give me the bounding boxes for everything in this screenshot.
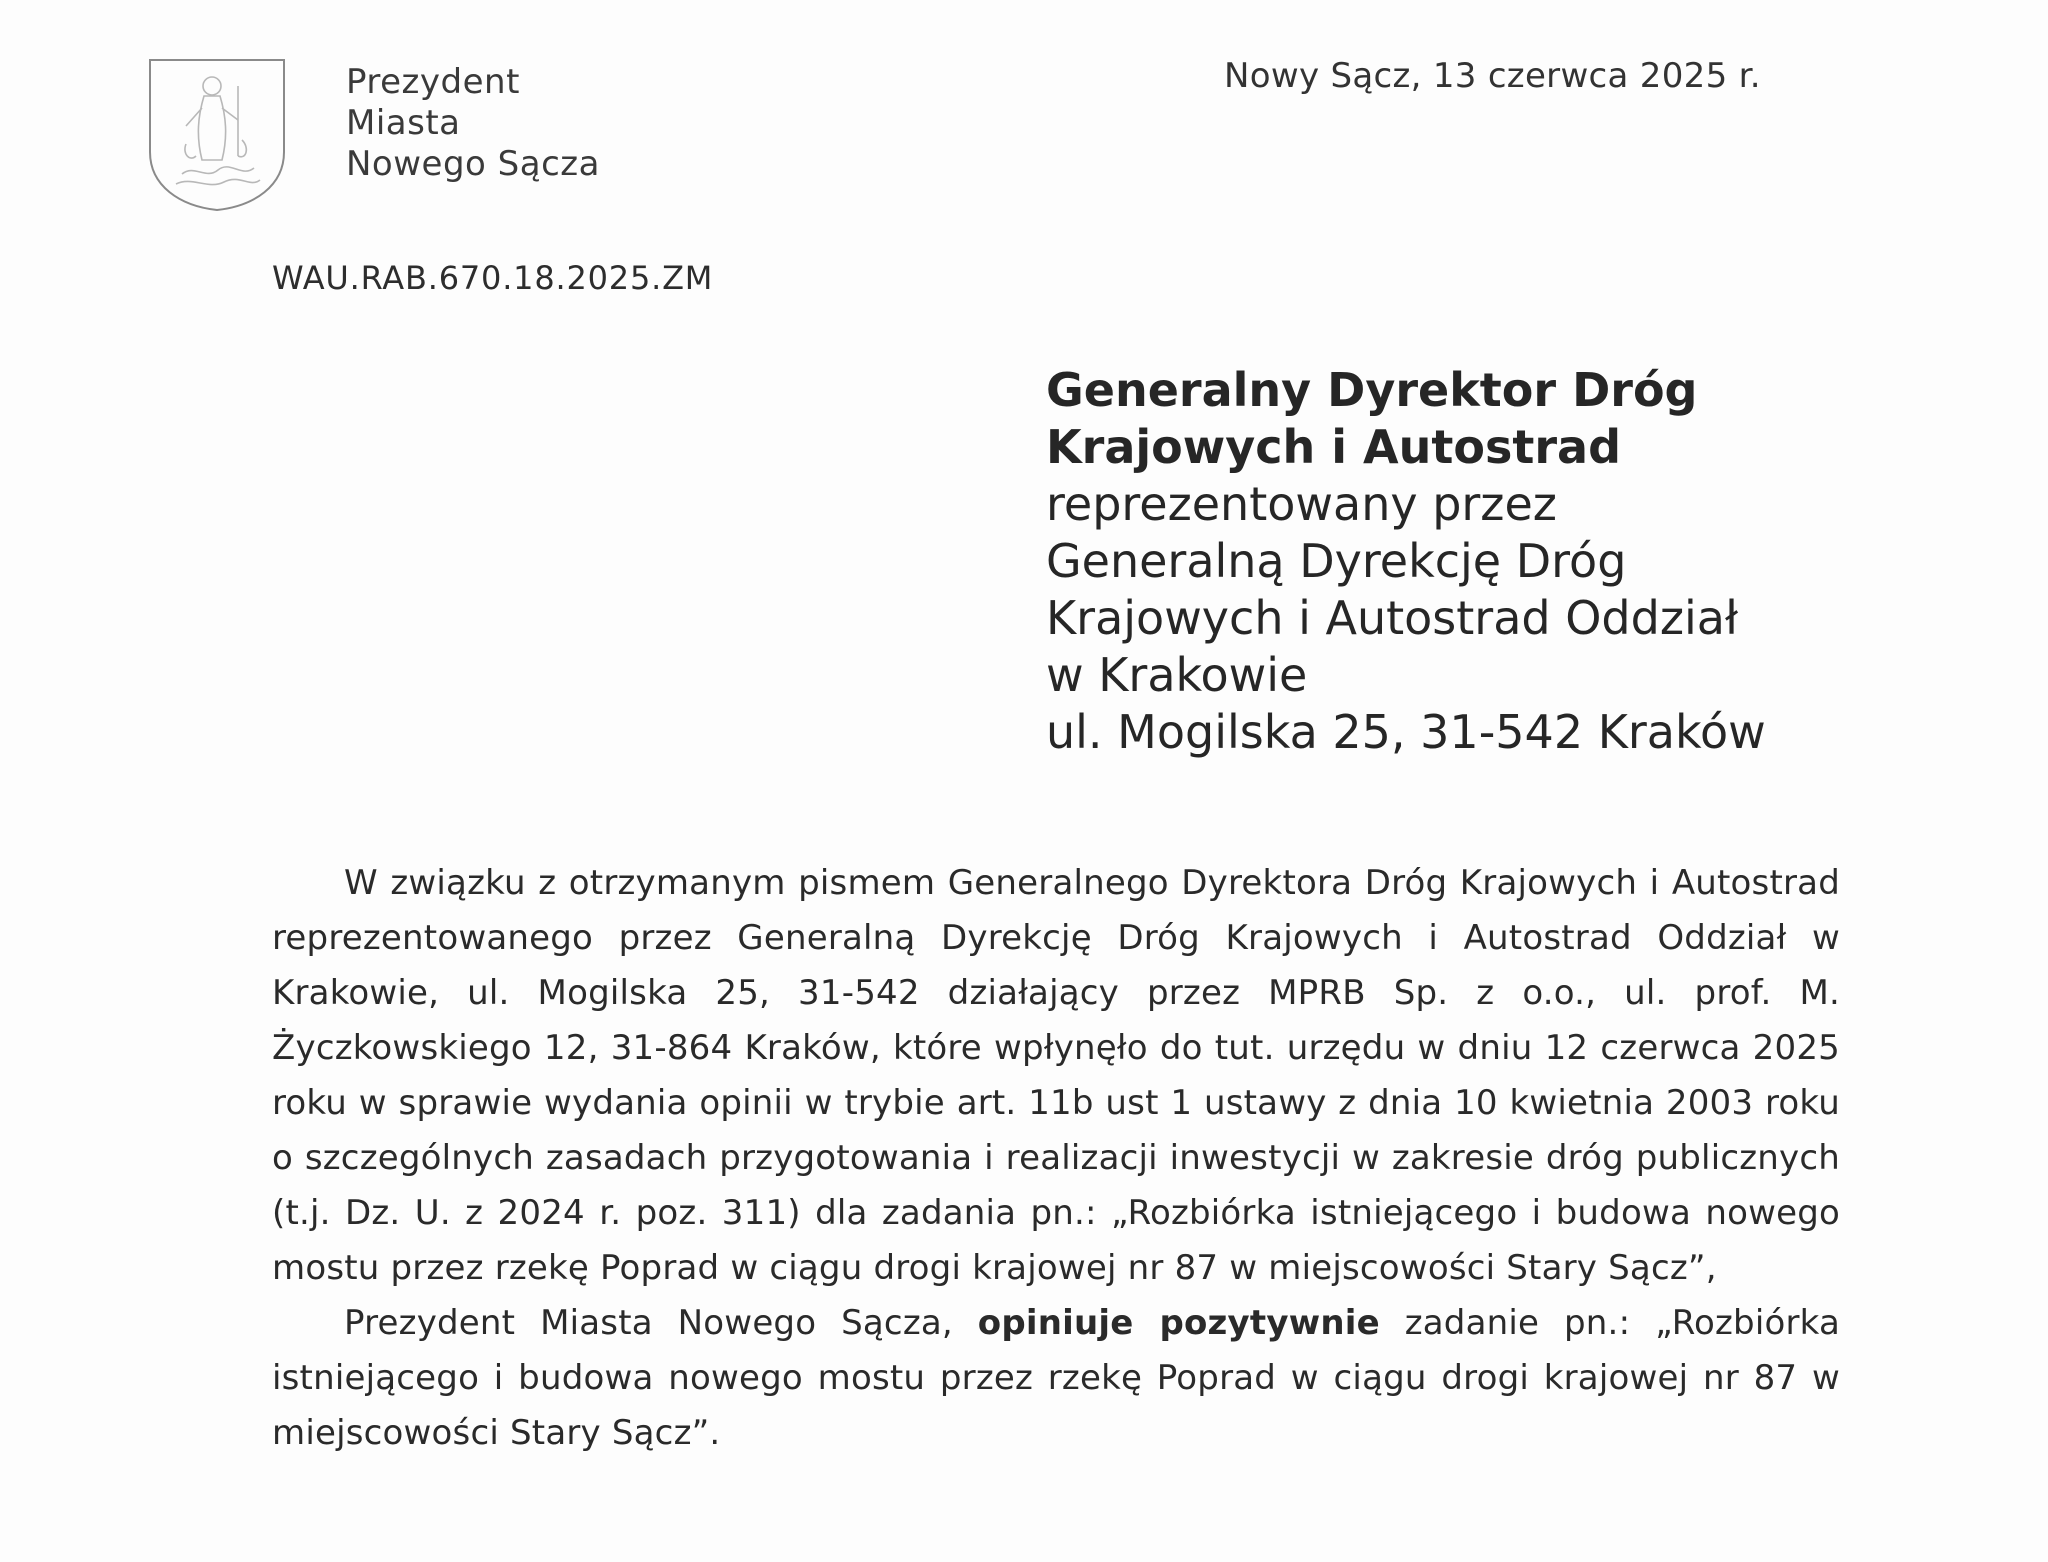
addressee-block [1046, 362, 1946, 761]
paragraph-2-suffix: zadanie pn.: „Rozbiórka istniejącego i budowa nowego mostu przez rzekę Poprad w ciągu drogi krajowej nr 87 w miejscowości Stary Sącz”. [272, 1303, 1840, 1453]
addressee-line: Generalną Dyrekcję Dróg [1046, 534, 1627, 588]
addressee-line: Krajowych i Autostrad Oddział [1046, 591, 1739, 645]
body-paragraph-1: W związku z otrzymanym pismem Generalnego Dyrektora Dróg Krajowych i Autostrad reprezentowanego przez Generalną Dyrekcję Dróg Krajowych i Autostrad Oddział w Krakowie, ul. Mogilska 25, 31-542 działający przez MPRB Sp. z o.o., ul. prof. M. Życzkowskiego 12, 31-864 Kraków, które wpłynęło do tut. urzędu w dniu 12 czerwca 2025 roku w sprawie wydania opinii w trybie art. 11b ust 1 ustawy z dnia 10 kwietnia 2003 roku o szczególnych zasadach przygotowania i realizacji inwestycji w zakresie dróg publicznych (t.j. Dz. U. z 2024 r. poz. 311) dla zadania pn.: „Rozbiórka istniejącego i budowa nowego mostu przez rzekę Poprad w ciągu drogi krajowej nr 87 w miejscowości Stary Sącz”, [272, 863, 1840, 1288]
issuer-line: Miasta [346, 103, 461, 143]
addressee-line: w Krakowie [1046, 648, 1308, 702]
addressee-address: ul. Mogilska 25, 31-542 Kraków [1046, 705, 1766, 759]
issuer-block [346, 62, 600, 185]
letter-date: Nowy Sącz, 13 czerwca 2025 r. [1224, 56, 1761, 96]
addressee-line: reprezentowany przez [1046, 477, 1557, 531]
issuer-line: Nowego Sącza [346, 144, 600, 184]
addressee-title-line: Generalny Dyrektor Dróg [1046, 363, 1698, 417]
opinion-decision: opiniuje pozytywnie [977, 1303, 1380, 1343]
letter-body [272, 856, 1840, 1461]
paragraph-2-prefix: Prezydent Miasta Nowego Sącza, [344, 1303, 978, 1343]
coat-of-arms-icon [146, 56, 288, 214]
addressee-title-line: Krajowych i Autostrad [1046, 420, 1621, 474]
issuer-line: Prezydent [346, 62, 520, 102]
body-paragraph-2 [272, 1296, 1840, 1461]
reference-number: WAU.RAB.670.18.2025.ZM [272, 259, 714, 297]
